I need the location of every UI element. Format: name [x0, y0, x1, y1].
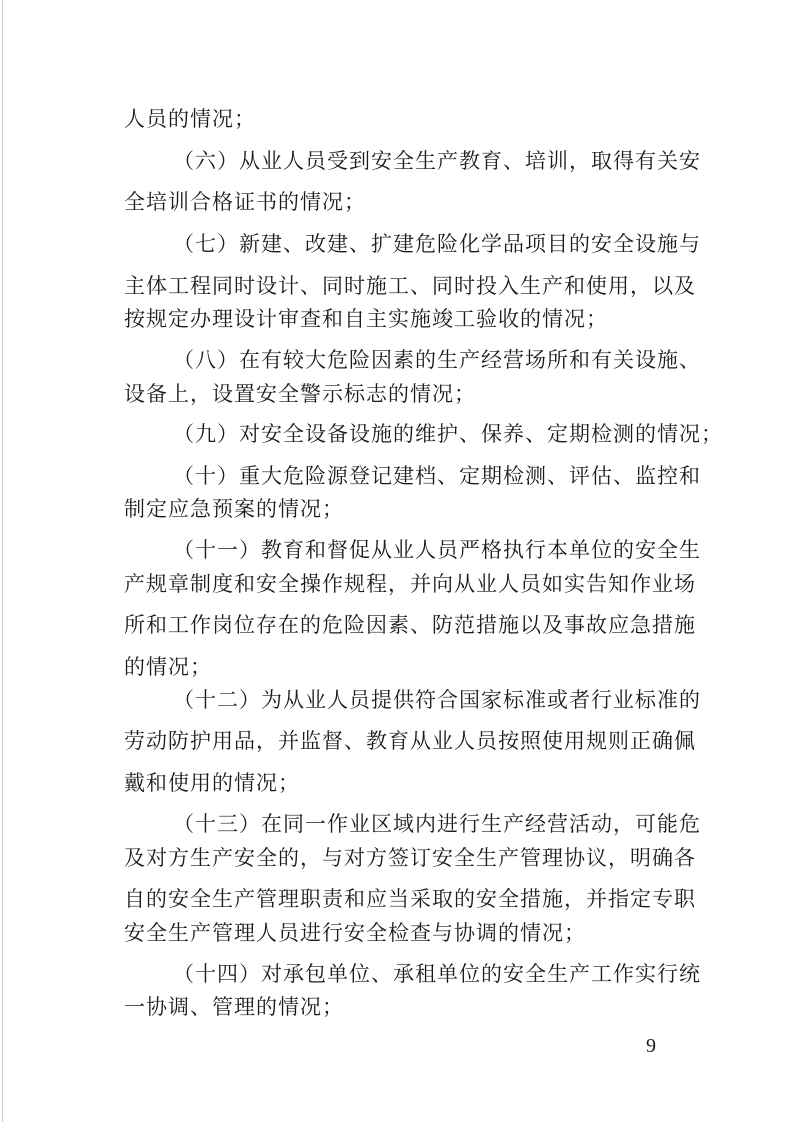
text-line-7: （八）在有较大危险因素的生产经营场所和有关设施、 — [173, 348, 701, 372]
text-line-2: （六）从业人员受到安全生产教育、培训，取得有关安 — [173, 149, 701, 173]
text-line-9: （九）对安全设备设施的维护、保养、定期检测的情况； — [173, 422, 723, 446]
text-line-8: 设备上，设置安全警示标志的情况； — [124, 382, 476, 406]
text-line-24: 一协调、管理的情况； — [124, 995, 344, 1019]
text-line-23: （十四）对承包单位、承租单位的安全生产工作实行统 — [173, 962, 701, 986]
text-line-17: 劳动防护用品，并监督、教育从业人员按照使用规则正确佩 — [124, 729, 696, 753]
text-line-5: 主体工程同时设计、同时施工、同时投入生产和使用，以及 — [124, 274, 696, 298]
page-edge-line — [2, 0, 3, 1122]
text-line-20: 及对方生产安全的，与对方签订安全生产管理协议，明确各 — [124, 846, 696, 870]
text-line-11: 制定应急预案的情况； — [124, 497, 344, 521]
text-line-21: 自的安全生产管理职责和应当采取的安全措施，并指定专职 — [124, 887, 696, 911]
text-line-18: 戴和使用的情况； — [124, 771, 300, 795]
text-line-10: （十）重大危险源登记建档、定期检测、评估、监控和 — [173, 464, 701, 488]
text-line-12: （十一）教育和督促从业人员严格执行本单位的安全生 — [173, 538, 701, 562]
page-number: 9 — [646, 1035, 656, 1057]
text-line-16: （十二）为从业人员提供符合国家标准或者行业标准的 — [173, 688, 701, 712]
text-line-19: （十三）在同一作业区域内进行生产经营活动，可能危 — [173, 812, 701, 836]
text-line-15: 的情况； — [124, 655, 212, 679]
text-line-4: （七）新建、改建、扩建危险化学品项目的安全设施与 — [173, 232, 701, 256]
text-line-13: 产规章制度和安全操作规程，并向从业人员如实告知作业场 — [124, 572, 696, 596]
text-line-6: 按规定办理设计审查和自主实施竣工验收的情况； — [124, 307, 608, 331]
text-line-3: 全培训合格证书的情况； — [124, 190, 366, 214]
text-line-22: 安全生产管理人员进行安全检查与协调的情况； — [124, 921, 586, 945]
text-line-1: 人员的情况； — [124, 107, 256, 131]
text-line-14: 所和工作岗位存在的危险因素、防范措施以及事故应急措施 — [124, 613, 696, 637]
